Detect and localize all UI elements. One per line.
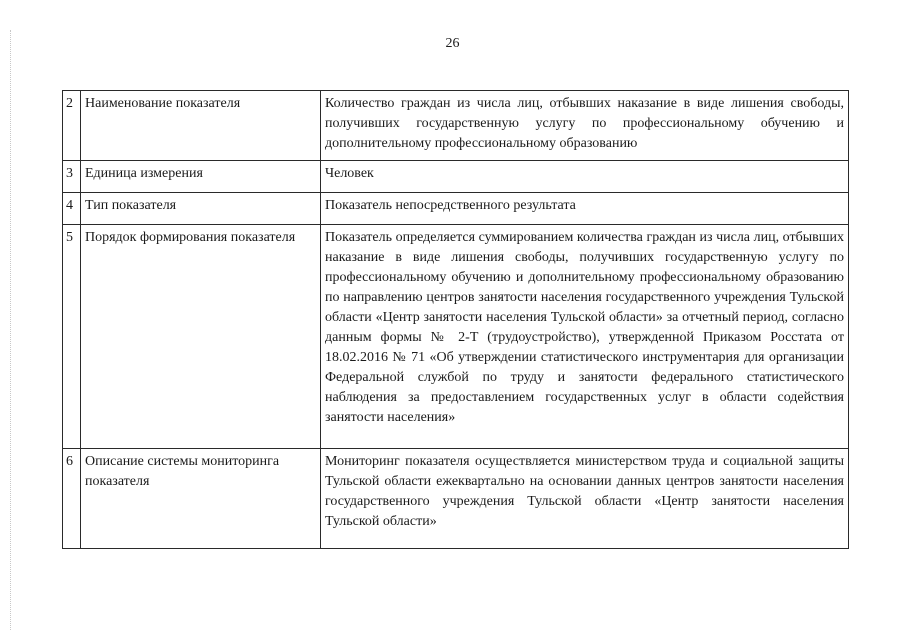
unit-value: Человек (321, 161, 849, 193)
unit-label: Единица измерения (81, 161, 321, 193)
indicator-name-value: Количество граждан из числа лиц, отбывших наказание в виде лишения свободы, получивших государственную услугу по профессиональному обучению и дополнительному профессиональному образованию (321, 91, 849, 161)
table-row (63, 193, 849, 225)
indicator-type-value: Показатель непосредственного результата (321, 193, 849, 225)
row-number: 4 (63, 193, 81, 225)
row-number: 2 (63, 91, 81, 161)
page-edge-marks (10, 30, 12, 630)
table-row (63, 225, 849, 449)
table-row (63, 449, 849, 549)
row-number: 5 (63, 225, 81, 449)
row-number: 6 (63, 449, 81, 549)
monitoring-description-value: Мониторинг показателя осуществляется министерством труда и социальной защиты Тульской области ежеквартально на основании данных центров занятости населения государственного учреждения Тульской области «Центр занятости населения Тульской области» (321, 449, 849, 549)
indicator-name-label: Наименование показателя (81, 91, 321, 161)
formation-procedure-value: Показатель определяется суммированием количества граждан из числа лиц, отбывших наказание в виде лишения свободы, получивших государственную услугу по профессиональному обучению и дополнительному профессиональному образованию по направлению центров занятости населения государственного учреждения Тульской области «Центр занятости населения Тульской области» за отчетный период, согласно данным формы № 2-Т (трудоустройство), утвержденной Приказом Росстата от 18.02.2016 № 71 «Об утверждении статистического инструментария для организации Федеральной службой по труду и занятости федерального статистического наблюдения за предоставлением государственных услуг в области содействия занятости населения» (321, 225, 849, 449)
page-number: 26 (445, 36, 460, 51)
formation-procedure-label: Порядок формирования показателя (81, 225, 321, 449)
row-number: 3 (63, 161, 81, 193)
monitoring-description-label: Описание системы мониторинга показателя (81, 449, 321, 549)
table-row (63, 161, 849, 193)
indicator-type-label: Тип показателя (81, 193, 321, 225)
table-row (63, 91, 849, 161)
indicator-table (62, 90, 849, 549)
